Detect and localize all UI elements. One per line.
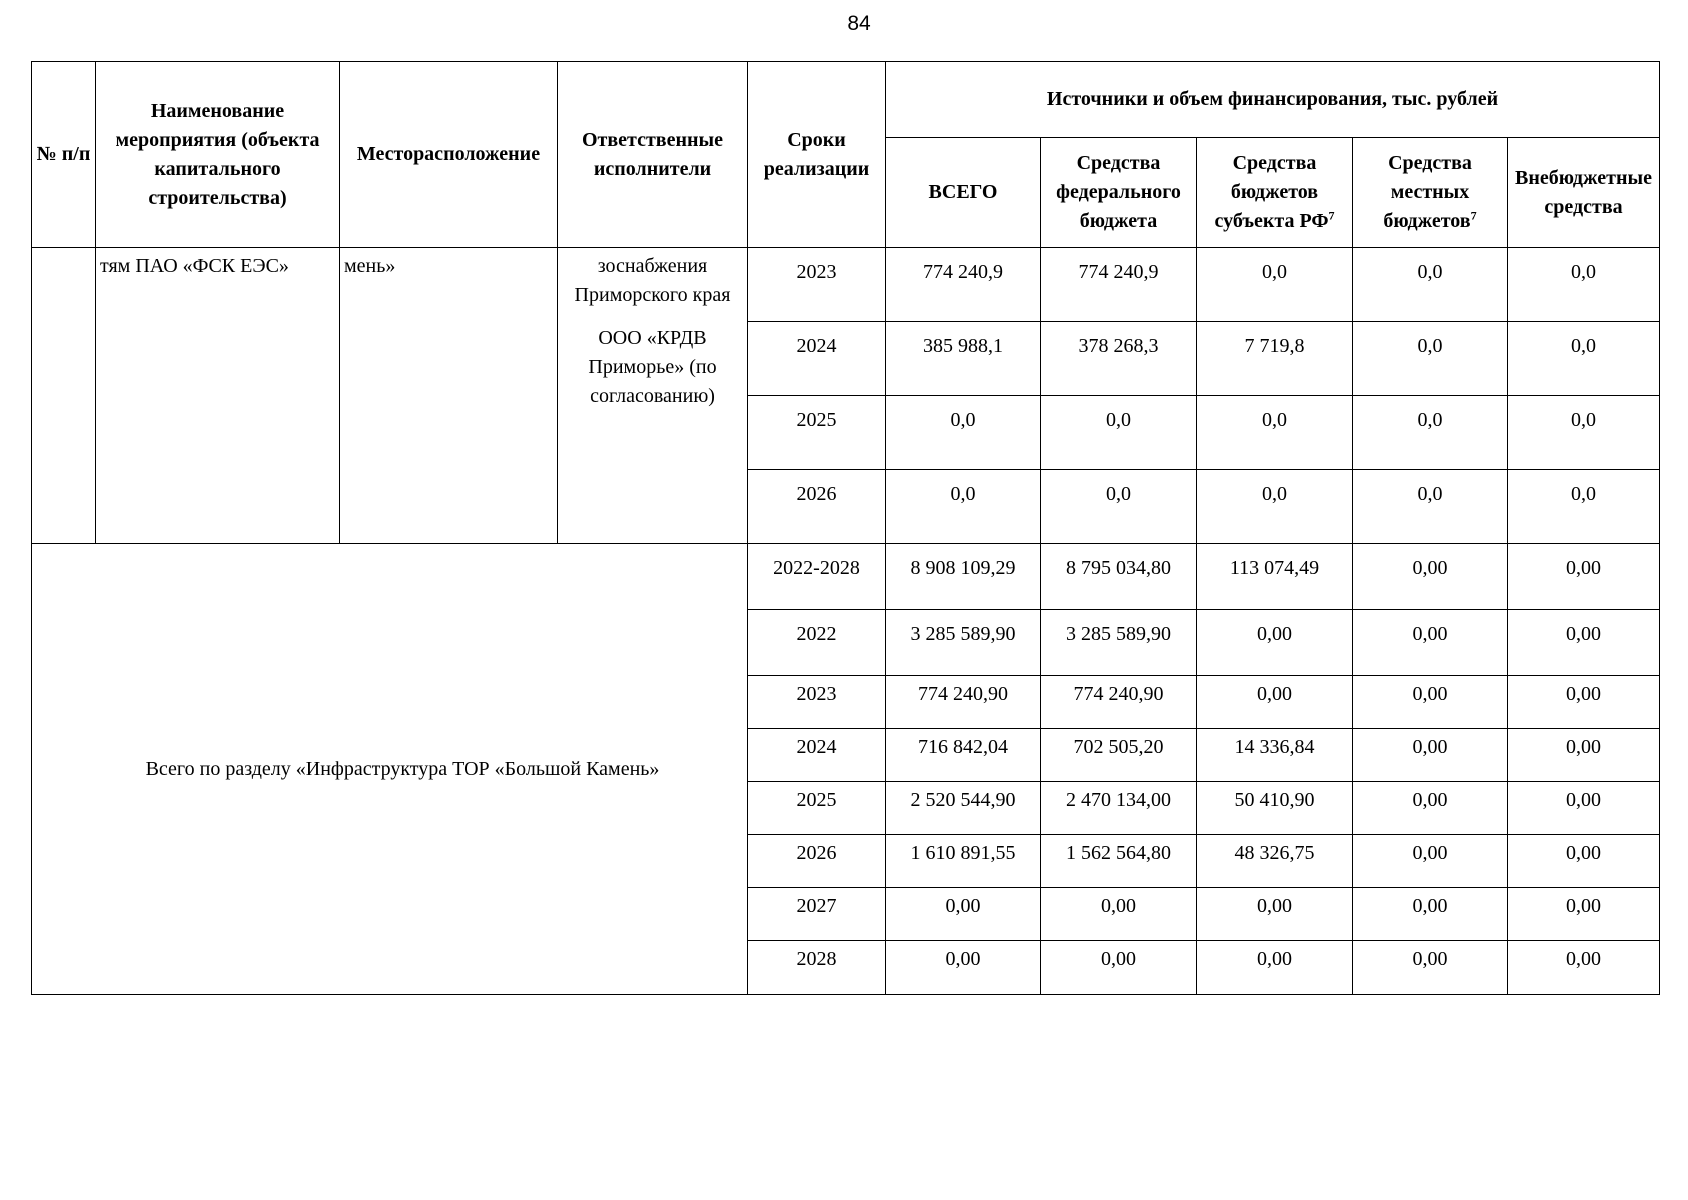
total-local: 0,00 [1353,729,1508,782]
item-row [32,248,1660,322]
total-local: 0,00 [1353,782,1508,835]
total-year: 2025 [748,782,886,835]
header-federal: Средства федерального бюджета [1041,138,1197,248]
item-executors [558,248,748,544]
item-regional: 0,0 [1197,470,1353,544]
total-extra: 0,00 [1508,729,1660,782]
item-executor-2: ООО «КРДВ Приморье» (по согласованию) [588,327,717,407]
item-regional: 0,0 [1197,396,1353,470]
total-regional: 0,00 [1197,888,1353,941]
item-total: 385 988,1 [886,322,1041,396]
item-year: 2024 [748,322,886,396]
total-total: 2 520 544,90 [886,782,1041,835]
item-name: тям ПАО «ФСК ЕЭС» [96,248,340,544]
total-extra: 0,00 [1508,610,1660,676]
financing-table [31,61,1660,995]
item-extra: 0,0 [1508,322,1660,396]
total-regional: 48 326,75 [1197,835,1353,888]
total-regional: 14 336,84 [1197,729,1353,782]
total-local: 0,00 [1353,676,1508,729]
total-federal: 2 470 134,00 [1041,782,1197,835]
item-federal: 774 240,9 [1041,248,1197,322]
item-local: 0,0 [1353,322,1508,396]
total-year: 2022-2028 [748,544,886,610]
item-extra: 0,0 [1508,248,1660,322]
item-federal: 0,0 [1041,470,1197,544]
item-total: 774 240,9 [886,248,1041,322]
total-year: 2026 [748,835,886,888]
total-regional: 50 410,90 [1197,782,1353,835]
header-row-1 [32,62,1660,138]
total-total: 716 842,04 [886,729,1041,782]
item-executor-1: зоснабжения Приморского края [574,255,731,306]
total-extra: 0,00 [1508,676,1660,729]
total-total: 774 240,90 [886,676,1041,729]
total-regional: 0,00 [1197,941,1353,995]
header-regional-footnote: 7 [1328,208,1335,223]
total-year: 2024 [748,729,886,782]
total-year: 2022 [748,610,886,676]
total-year: 2023 [748,676,886,729]
item-federal: 0,0 [1041,396,1197,470]
total-total: 0,00 [886,888,1041,941]
item-extra: 0,0 [1508,396,1660,470]
item-num-cell [32,248,96,544]
item-regional: 7 719,8 [1197,322,1353,396]
total-federal: 774 240,90 [1041,676,1197,729]
header-regional [1197,138,1353,248]
header-local [1353,138,1508,248]
header-extrabudget: Внебюджетные средства [1508,138,1660,248]
total-federal: 0,00 [1041,888,1197,941]
total-local: 0,00 [1353,941,1508,995]
total-total: 3 285 589,90 [886,610,1041,676]
total-federal: 8 795 034,80 [1041,544,1197,610]
item-location: мень» [340,248,558,544]
item-local: 0,0 [1353,396,1508,470]
header-financing: Источники и объем финансирования, тыс. рублей [886,62,1660,138]
header-name: Наименование мероприятия (объекта капитального строительства) [96,62,340,248]
total-extra: 0,00 [1508,941,1660,995]
total-local: 0,00 [1353,835,1508,888]
total-row [32,544,1660,610]
item-local: 0,0 [1353,248,1508,322]
item-extra: 0,0 [1508,470,1660,544]
executor-spacer [562,310,743,324]
total-extra: 0,00 [1508,888,1660,941]
item-year: 2026 [748,470,886,544]
page-number: 84 [847,12,871,35]
total-federal: 702 505,20 [1041,729,1197,782]
section-total-label: Всего по разделу «Инфраструктура ТОР «Большой Камень» [32,544,748,995]
item-total: 0,0 [886,470,1041,544]
total-year: 2027 [748,888,886,941]
header-num: № п/п [32,62,96,248]
header-total: ВСЕГО [886,138,1041,248]
total-federal: 1 562 564,80 [1041,835,1197,888]
header-location: Месторасположение [340,62,558,248]
header-period: Сроки реализации [748,62,886,248]
item-regional: 0,0 [1197,248,1353,322]
total-regional: 0,00 [1197,676,1353,729]
total-extra: 0,00 [1508,544,1660,610]
total-federal: 3 285 589,90 [1041,610,1197,676]
item-year: 2025 [748,396,886,470]
total-extra: 0,00 [1508,835,1660,888]
total-federal: 0,00 [1041,941,1197,995]
header-regional-label: Средства бюджетов субъекта РФ [1214,152,1329,232]
item-total: 0,0 [886,396,1041,470]
item-federal: 378 268,3 [1041,322,1197,396]
total-year: 2028 [748,941,886,995]
total-extra: 0,00 [1508,782,1660,835]
header-executors: Ответственные исполнители [558,62,748,248]
total-local: 0,00 [1353,544,1508,610]
total-local: 0,00 [1353,888,1508,941]
total-total: 0,00 [886,941,1041,995]
total-local: 0,00 [1353,610,1508,676]
total-total: 8 908 109,29 [886,544,1041,610]
total-regional: 113 074,49 [1197,544,1353,610]
item-year: 2023 [748,248,886,322]
total-regional: 0,00 [1197,610,1353,676]
total-total: 1 610 891,55 [886,835,1041,888]
header-local-label: Средства местных бюджетов [1383,152,1472,232]
item-local: 0,0 [1353,470,1508,544]
header-local-footnote: 7 [1470,208,1477,223]
